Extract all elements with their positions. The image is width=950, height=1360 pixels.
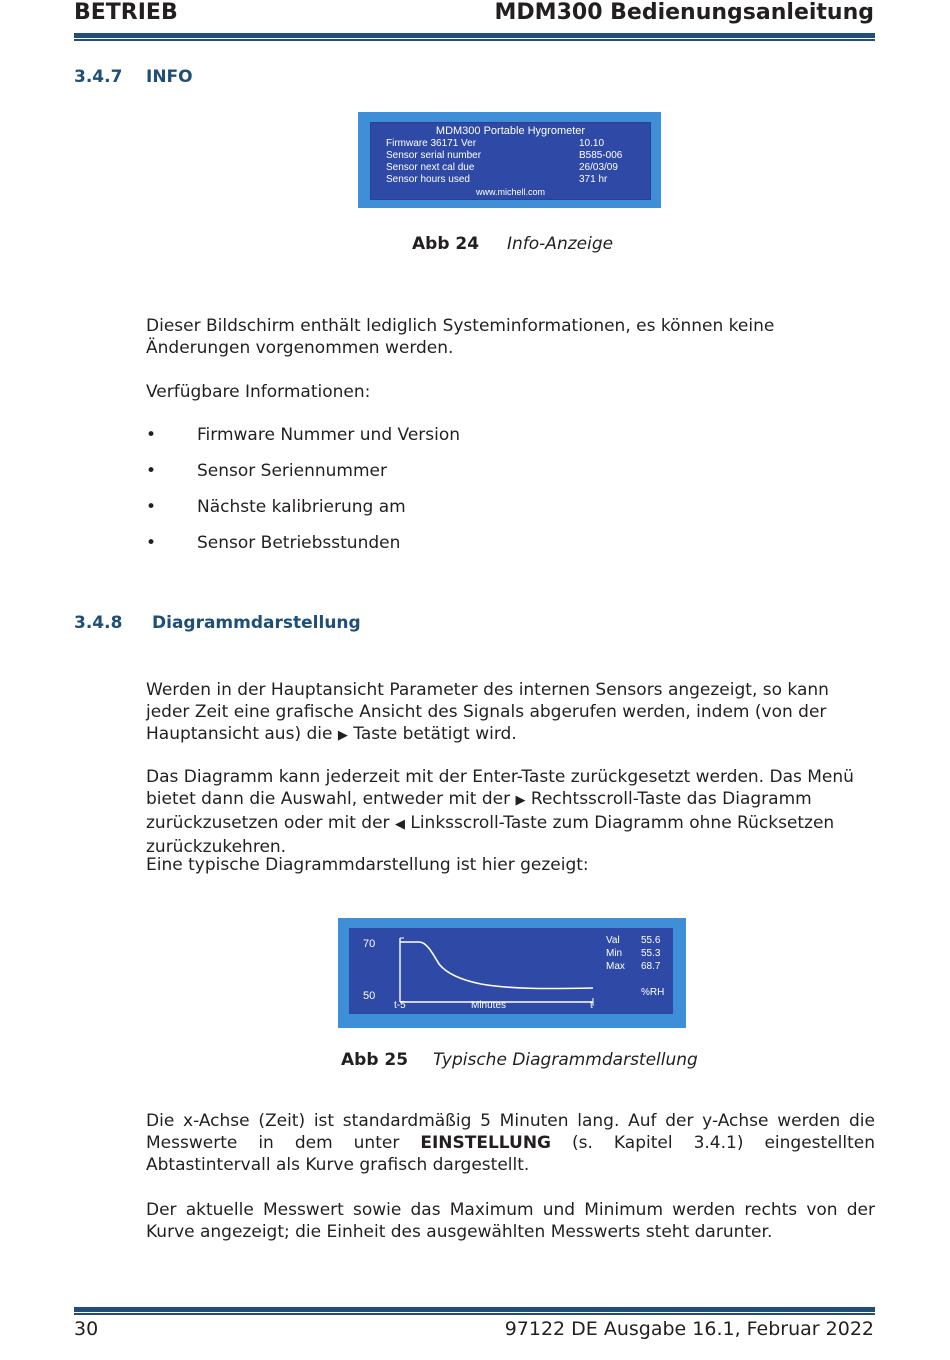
- graph-x-end-label: t: [590, 1000, 593, 1011]
- info-screen-title: MDM300 Portable Hygrometer: [435, 125, 586, 137]
- available-info-heading: Verfügbare Informationen:: [146, 382, 371, 402]
- bullet-icon: •: [146, 425, 157, 445]
- section-title: Diagrammdarstellung: [152, 613, 361, 633]
- figure-caption: Info-Anzeige: [507, 234, 614, 254]
- graph-stat-value: 55.6: [641, 935, 661, 946]
- bullet-item: Firmware Nummer und Version: [197, 425, 461, 445]
- graph-reset-paragraph: [146, 766, 875, 858]
- value-paragraph: Der aktuelle Messwert sowie das Maximum und Minimum werden rechts von der Kurve angezeigt; die Einheit des ausgewählten Messwerts steht darunter.: [146, 1200, 875, 1242]
- graph-reset-text: Das Diagramm kann jederzeit mit der Enter-Taste zurückgesetzt werden. Das Menü bietet dann die Auswahl, entweder mit der: [146, 767, 854, 809]
- axis-text-end: (s. Kapitel 3.4.1) eingestellten Abtastintervall als Kurve grafisch dargestellt.: [146, 1133, 876, 1175]
- graph-intro-text: Werden in der Hauptansicht Parameter des internen Sensors angezeigt, so kann jeder Zeit eine grafische Ansicht des Signals abgerufen werden, indem (von der Hauptansicht aus) die: [146, 680, 829, 744]
- graph-x-mid-label: Minutes: [471, 1000, 507, 1011]
- graph-y-max-label: 70: [363, 938, 376, 950]
- figure-label: Abb 25: [341, 1050, 409, 1070]
- header-section: BETRIEB: [74, 0, 178, 25]
- info-row-label: Sensor serial number: [386, 150, 482, 161]
- bullet-item: Nächste kalibrierung am: [197, 497, 406, 517]
- info-row-value: 26/03/09: [579, 162, 618, 173]
- graph-stat-label: Max: [606, 961, 625, 972]
- info-row-value: 371 hr: [579, 174, 608, 185]
- graph-stat-value: 68.7: [641, 961, 661, 972]
- axis-text: Die x-Achse (Zeit) ist standardmäßig 5 Minuten lang. Auf der y-Achse werden die Messwerte in dem unter: [146, 1111, 875, 1153]
- graph-reset-text: Rechtsscroll-Taste das Diagramm zurückzusetzen oder mit der: [146, 789, 812, 833]
- right-triangle-icon: ▶: [515, 793, 526, 808]
- axis-text-bold: EINSTELLUNG: [420, 1133, 552, 1153]
- graph-unit: %RH: [641, 987, 665, 998]
- bullet-item: Sensor Seriennummer: [197, 461, 387, 481]
- graph-curve: [400, 942, 593, 989]
- section-number: 3.4.7: [74, 67, 123, 87]
- graph-typical-paragraph: Eine typische Diagrammdarstellung ist hier gezeigt:: [146, 855, 589, 875]
- footer-rule: [74, 1307, 875, 1312]
- figure-caption: Typische Diagrammdarstellung: [433, 1050, 698, 1070]
- page-number: 30: [74, 1318, 99, 1340]
- info-screen-url: www.michell.com: [475, 187, 545, 197]
- info-paragraph: Dieser Bildschirm enthält lediglich Systeminformationen, es können keine Änderungen vorgenommen werden.: [146, 316, 775, 358]
- header-document-title: MDM300 Bedienungsanleitung: [494, 0, 874, 25]
- bullet-icon: •: [146, 461, 157, 481]
- header-rule-thin: [74, 39, 875, 41]
- graph-screen: [338, 918, 686, 1028]
- graph-x-start-label: t-5: [394, 1000, 406, 1011]
- header-rule: [74, 33, 875, 38]
- info-row-label: Sensor next cal due: [386, 162, 475, 173]
- graph-reset-text: Linksscroll-Taste zum Diagramm ohne Rücksetzen zurückzukehren.: [146, 813, 835, 857]
- graph-stat-label: Val: [606, 935, 620, 946]
- graph-intro-paragraph: [146, 679, 875, 747]
- left-triangle-icon: ◀: [394, 817, 405, 832]
- axis-paragraph: [146, 1110, 875, 1176]
- graph-stat-label: Min: [606, 948, 623, 959]
- graph-screen-display: [349, 928, 673, 1014]
- bullet-item: Sensor Betriebsstunden: [197, 533, 401, 553]
- info-row-label: Sensor hours used: [386, 174, 470, 185]
- edition-info: 97122 DE Ausgabe 16.1, Februar 2022: [504, 1318, 874, 1340]
- bullet-icon: •: [146, 533, 157, 553]
- info-screen: [358, 112, 661, 208]
- footer-rule-thin: [74, 1313, 875, 1315]
- graph-stat-value: 55.3: [641, 948, 661, 959]
- section-number: 3.4.8: [74, 613, 123, 633]
- graph-intro-text-end: Taste betätigt wird.: [353, 724, 517, 744]
- figure-label: Abb 24: [412, 234, 480, 254]
- info-row-value: B585-006: [579, 150, 623, 161]
- section-title: INFO: [146, 67, 193, 87]
- graph-y-min-label: 50: [363, 990, 376, 1002]
- info-row-label: Firmware 36171 Ver: [386, 138, 477, 149]
- bullet-icon: •: [146, 497, 157, 517]
- info-row-value: 10.10: [579, 138, 605, 149]
- info-screen-display: [370, 122, 651, 200]
- right-triangle-icon: ▶: [337, 728, 348, 743]
